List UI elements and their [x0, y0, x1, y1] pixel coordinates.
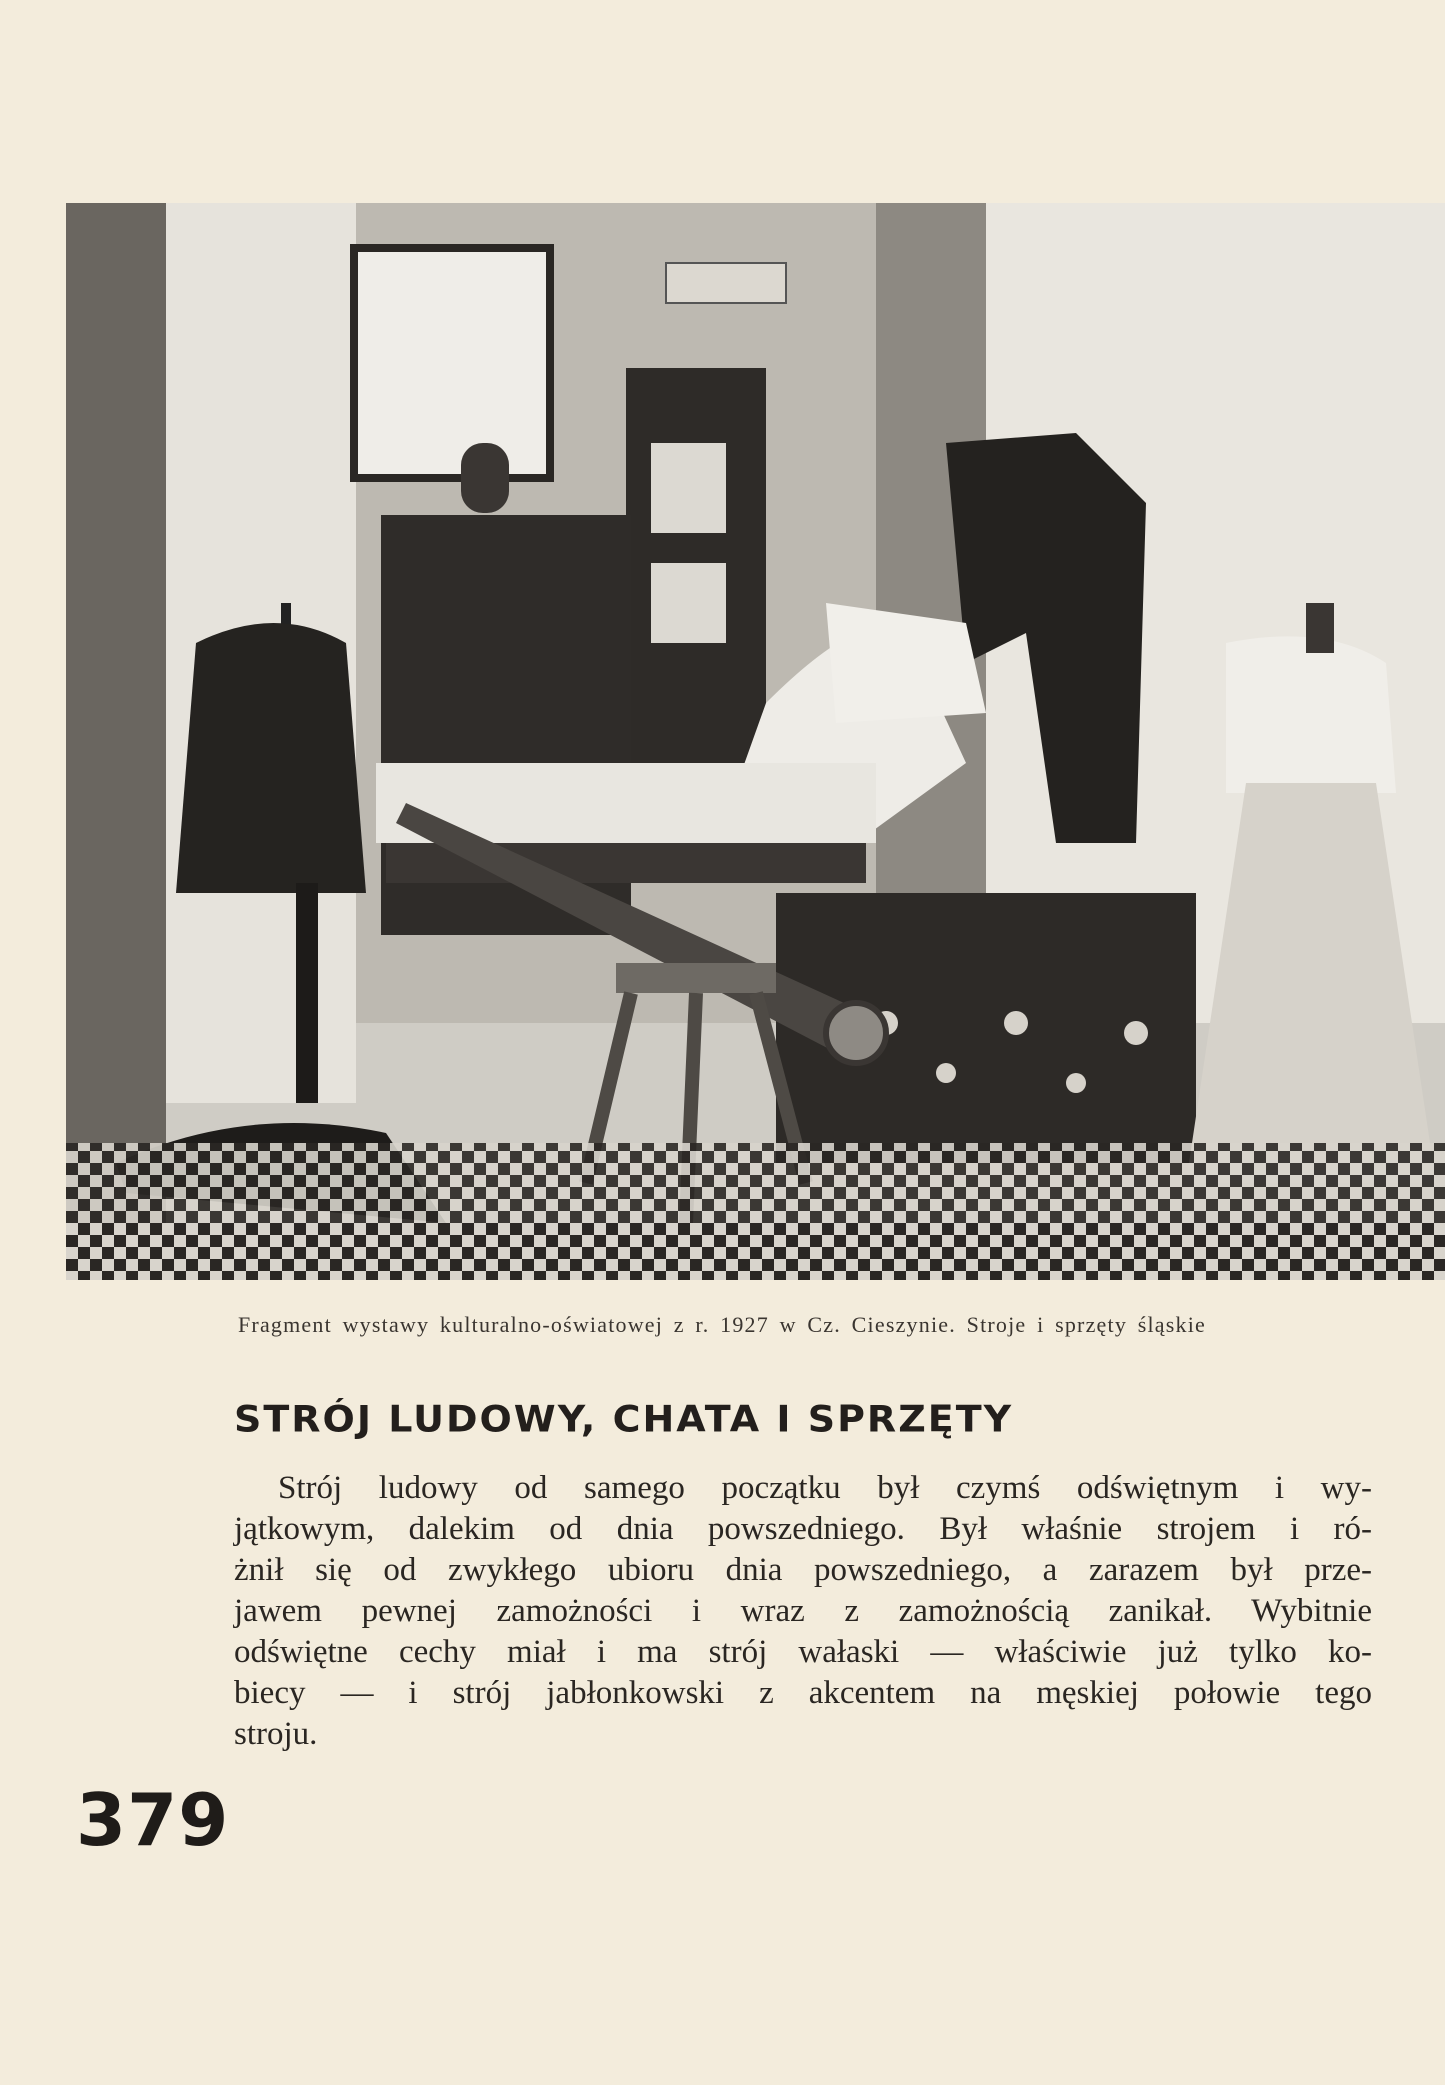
text-line: jątkowym, dalekim od dnia powszedniego. Był właśnie strojem i ró-	[234, 1511, 1372, 1547]
page-number: 379	[76, 1778, 230, 1862]
text-line: jawem pewnej zamożności i wraz z zamożnością zanikał. Wybitnie	[234, 1593, 1372, 1629]
text-line: Strój ludowy od samego początku był czymś odświętnym i wy-	[278, 1470, 1372, 1506]
photo-caption: Fragment wystawy kulturalno-oświatowej z r. 1927 w Cz. Cieszynie. Stroje i sprzęty śląskie	[237, 1312, 1206, 1337]
section-heading: STRÓJ LUDOWY, CHATA I SPRZĘTY	[234, 1398, 1014, 1440]
text-line: odświętne cechy miał i ma strój wałaski — właściwie już tylko ko-	[234, 1634, 1372, 1670]
text-line: stroju.	[234, 1716, 318, 1752]
exhibition-photo	[66, 203, 1445, 1280]
text-line: żnił się od zwykłego ubioru dnia powszedniego, a zarazem był prze-	[234, 1552, 1372, 1588]
text-line: biecy — i strój jabłonkowski z akcentem na męskiej połowie tego	[234, 1675, 1372, 1711]
body-paragraph	[234, 1468, 1372, 1755]
